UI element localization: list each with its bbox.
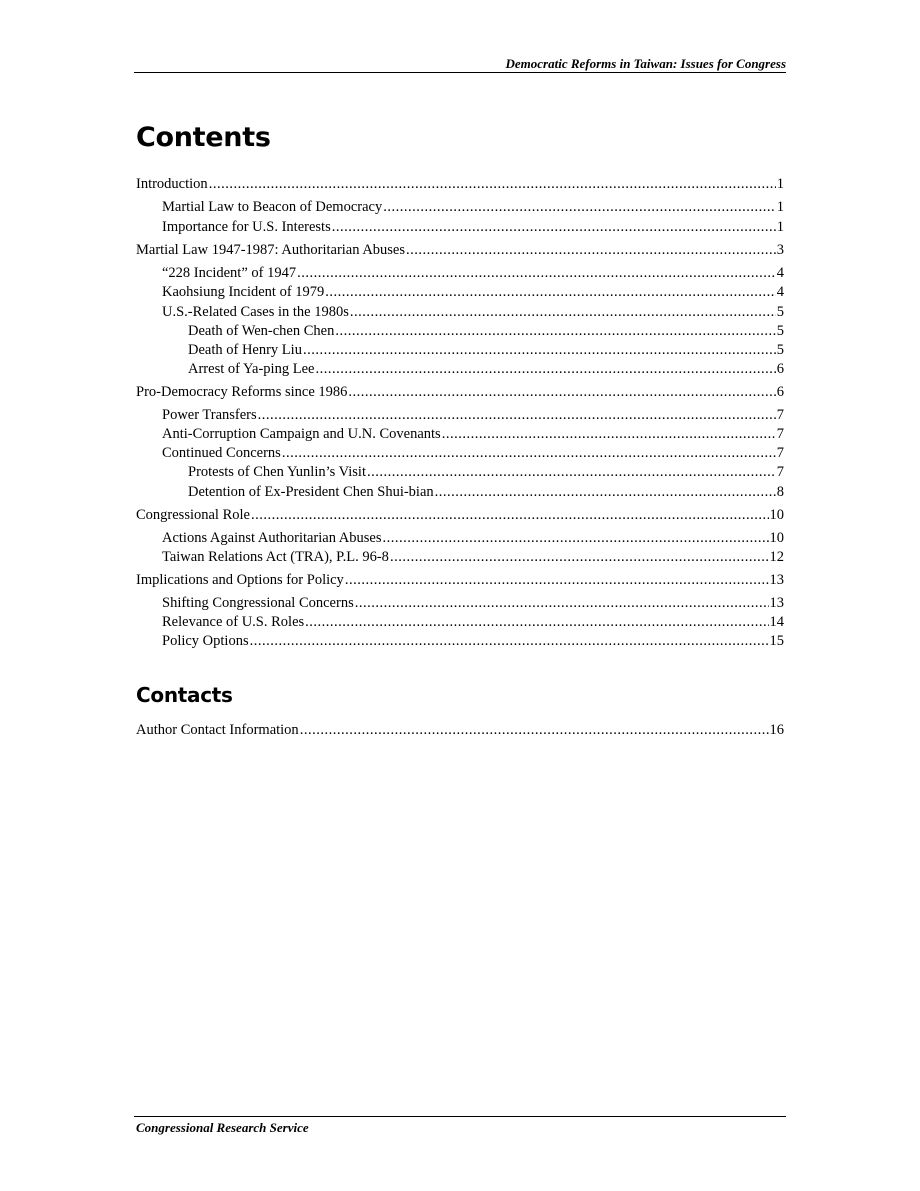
toc-entry-page-number: 4: [776, 284, 784, 300]
toc-entry[interactable]: [162, 264, 784, 282]
toc-entry-page-number: 7: [776, 426, 784, 442]
toc-entry-label: Continued Concerns: [162, 445, 281, 461]
dot-leader: [209, 175, 776, 193]
toc-entry-page-number: 1: [776, 219, 784, 235]
toc-entry-label: Death of Henry Liu: [188, 342, 302, 358]
toc-entry-page-number: 13: [769, 572, 784, 588]
dot-leader: [350, 303, 776, 321]
toc-entry-page-number: 7: [776, 407, 784, 423]
toc-entry[interactable]: [188, 483, 784, 501]
dot-leader: [250, 632, 769, 650]
toc-entry[interactable]: [162, 198, 784, 216]
toc-entry-label: Introduction: [136, 176, 208, 192]
toc-entry-page-number: 13: [769, 595, 784, 611]
toc-entry[interactable]: [162, 632, 784, 650]
dot-leader: [367, 463, 776, 481]
dot-leader: [300, 721, 769, 739]
dot-leader: [258, 406, 776, 424]
toc-entry-page-number: 3: [776, 242, 784, 258]
toc-entry-page-number: 5: [776, 323, 784, 339]
toc-entry-label: “228 Incident” of 1947: [162, 265, 297, 281]
contents-heading: Contents: [136, 122, 271, 153]
toc-entry-label: Anti-Corruption Campaign and U.N. Covenants: [162, 426, 441, 442]
toc-entry-label: Congressional Role: [136, 507, 250, 523]
toc-entry[interactable]: [162, 303, 784, 321]
toc-entry-label: Kaohsiung Incident of 1979: [162, 284, 325, 300]
footer-rule: [134, 1116, 786, 1117]
toc-entry[interactable]: [162, 444, 784, 462]
toc-entry-label: Pro-Democracy Reforms since 1986: [136, 384, 348, 400]
toc-entry-label: Shifting Congressional Concerns: [162, 595, 354, 611]
dot-leader: [251, 506, 769, 524]
toc-entry-page-number: 12: [769, 549, 784, 565]
dot-leader: [335, 322, 775, 340]
toc-entry-page-number: 4: [776, 265, 784, 281]
toc-entry[interactable]: [136, 175, 784, 193]
toc-entry-label: Power Transfers: [162, 407, 257, 423]
toc-entry[interactable]: [136, 383, 784, 401]
toc-entry[interactable]: [162, 548, 784, 566]
toc-entry[interactable]: [162, 594, 784, 612]
toc-entry[interactable]: [188, 360, 784, 378]
dot-leader: [383, 198, 776, 216]
toc-entry-page-number: 5: [776, 342, 784, 358]
toc-entry-label: Policy Options: [162, 633, 249, 649]
toc-entry-label: Taiwan Relations Act (TRA), P.L. 96-8: [162, 549, 389, 565]
footer-text: Congressional Research Service: [136, 1120, 309, 1135]
toc-entry[interactable]: [162, 283, 784, 301]
toc-entry-page-number: 5: [776, 304, 784, 320]
dot-leader: [315, 360, 775, 378]
toc-entry[interactable]: [136, 506, 784, 524]
dot-leader: [303, 341, 776, 359]
toc-entry-label: Death of Wen-chen Chen: [188, 323, 335, 339]
dot-leader: [406, 241, 776, 259]
contacts-heading: Contacts: [136, 683, 233, 707]
dot-leader: [332, 218, 776, 236]
toc-entry-label: Protests of Chen Yunlin’s Visit: [188, 464, 366, 480]
toc-entry-label: Martial Law to Beacon of Democracy: [162, 199, 383, 215]
toc-entry-page-number: 7: [776, 464, 784, 480]
dot-leader: [383, 529, 769, 547]
toc-entry-label: Implications and Options for Policy: [136, 572, 344, 588]
toc-entry-label: Martial Law 1947-1987: Authoritarian Abuses: [136, 242, 406, 258]
toc-entry-page-number: 6: [776, 361, 784, 377]
toc-entry[interactable]: [162, 218, 784, 236]
toc-entry-page-number: 8: [776, 484, 784, 500]
dot-leader: [348, 383, 775, 401]
toc-entry-label: U.S.-Related Cases in the 1980s: [162, 304, 349, 320]
toc-entry[interactable]: [188, 463, 784, 481]
toc-entry-page-number: 10: [769, 530, 784, 546]
toc-entry-page-number: 1: [776, 199, 784, 215]
toc-entry-label: Importance for U.S. Interests: [162, 219, 331, 235]
dot-leader: [325, 283, 775, 301]
toc-entry[interactable]: [188, 341, 784, 359]
toc-entry[interactable]: [136, 721, 784, 739]
dot-leader: [355, 594, 769, 612]
dot-leader: [390, 548, 769, 566]
toc-entry-page-number: 6: [776, 384, 784, 400]
dot-leader: [282, 444, 776, 462]
toc-entry[interactable]: [162, 406, 784, 424]
toc-entry[interactable]: [136, 241, 784, 259]
toc-entry-page-number: 1: [776, 176, 784, 192]
dot-leader: [435, 483, 776, 501]
toc-entry[interactable]: [136, 571, 784, 589]
toc-entry-page-number: 15: [769, 633, 784, 649]
toc-entry[interactable]: [162, 529, 784, 547]
running-header-title: Democratic Reforms in Taiwan: Issues for Congress: [505, 56, 786, 71]
toc-entry-page-number: 7: [776, 445, 784, 461]
dot-leader: [345, 571, 769, 589]
toc-entry[interactable]: [162, 613, 784, 631]
dot-leader: [305, 613, 768, 631]
toc-entry-label: Relevance of U.S. Roles: [162, 614, 305, 630]
toc-entry[interactable]: [162, 425, 784, 443]
toc-entry-label: Author Contact Information: [136, 722, 299, 738]
toc-entry-label: Actions Against Authoritarian Abuses: [162, 530, 382, 546]
toc-entry-page-number: 16: [769, 722, 784, 738]
toc-entry[interactable]: [188, 322, 784, 340]
toc-entry-page-number: 14: [769, 614, 784, 630]
dot-leader: [297, 264, 776, 282]
header-rule: [134, 72, 786, 73]
toc-entry-label: Detention of Ex-President Chen Shui-bian: [188, 484, 434, 500]
toc-entry-label: Arrest of Ya-ping Lee: [188, 361, 315, 377]
dot-leader: [442, 425, 776, 443]
toc-entry-page-number: 10: [769, 507, 784, 523]
